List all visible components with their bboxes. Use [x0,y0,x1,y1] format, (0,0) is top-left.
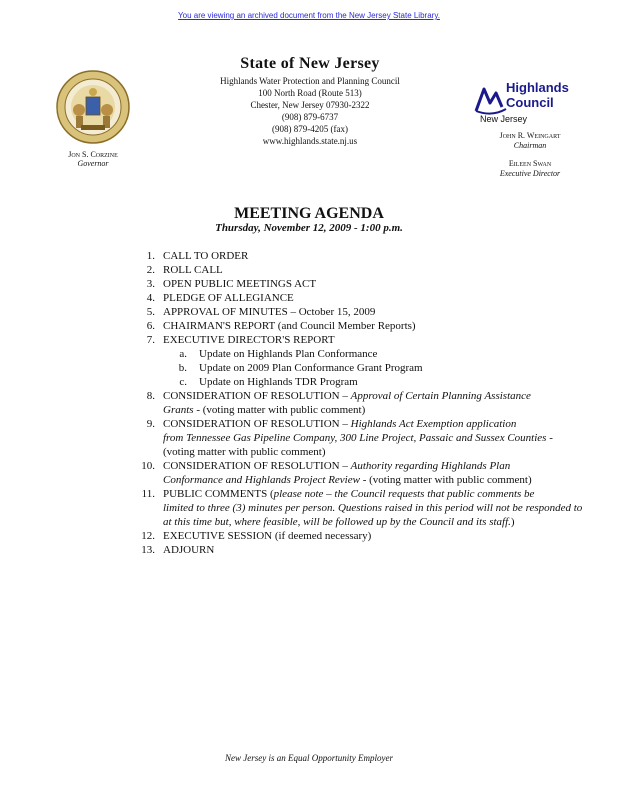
agenda-item-plain-text: - (voting matter with public comment) [193,404,366,416]
agenda-item-text [163,488,534,500]
website-link[interactable]: www.highlands.state.nj.us [262,136,358,146]
agenda-item-text [163,432,553,444]
highlands-council-logo-icon [472,77,582,117]
agenda-title: MEETING AGENDA [234,205,384,222]
agenda-item-text [163,516,515,528]
agenda-item-number: 3. [146,278,155,290]
footer-equal-opportunity: New Jersey is an Equal Opportunity Employer [225,753,393,763]
agenda-item-number: b. [178,362,187,374]
agenda-item-text [163,460,510,472]
phone-number: (908) 879-6737 [281,112,339,122]
agenda-item-plain-text: CONSIDERATION OF RESOLUTION – [163,418,351,430]
agenda-item-italic-text: Highlands Act Exemption application [350,418,517,430]
agenda-item-number: 7. [146,334,155,346]
address-line-2: 100 North Road (Route 513) [258,88,362,98]
agenda-item-italic-text: at this time but, where feasible, will be followed up by the Council and its staff. [163,516,511,528]
agenda-item-italic-text: Authority regarding Highlands Plan [350,460,511,472]
agenda-item-plain-text: CONSIDERATION OF RESOLUTION – [163,460,351,472]
agenda-item-plain-text: APPROVAL OF MINUTES – October 15, 2009 [163,306,376,318]
agenda-item-text [163,544,214,556]
agenda-item-plain-text: - [546,432,553,444]
director-name: Eileen Swan [508,159,552,168]
agenda-item-number: 6. [146,320,155,332]
agenda-item-text [163,404,365,416]
agenda-item-text [163,446,326,458]
chairman-name: John R. Weingart [499,131,561,140]
agenda-item-text [163,530,371,542]
agenda-item-plain-text: (voting matter with public comment) [163,446,326,458]
meeting-date: Thursday, November 12, 2009 - 1:00 p.m. [215,222,403,234]
agenda-item-text [163,250,248,262]
agenda-item-number: 10. [141,460,155,472]
director-title: Executive Director [499,169,561,178]
agenda-item-plain-text: PLEDGE OF ALLEGIANCE [163,292,294,304]
agenda-item-text [163,334,335,346]
agenda-item-plain-text: ADJOURN [163,544,215,556]
agenda-item-number: 8. [146,390,155,402]
agenda-item-italic-text: from Tennessee Gas Pipeline Company, 300 Line Project, Passaic and Sussex Counties [163,432,547,444]
agenda-item-plain-text: - (voting matter with public comment) [359,474,532,486]
agenda-item-text [163,278,316,290]
agenda-item-plain-text: CHAIRMAN'S REPORT (and Council Member Reports) [163,320,416,332]
agenda-item-text [163,418,516,430]
agenda-item-text [199,362,423,374]
address-line-1: Highlands Water Protection and Planning Council [220,76,400,86]
agenda-item-plain-text: EXECUTIVE SESSION (if deemed necessary) [163,530,372,542]
agenda-item-plain-text: Update on 2009 Plan Conformance Grant Program [199,362,423,374]
agenda-item-text [163,292,294,304]
agenda-item-number: 13. [141,544,155,556]
agenda-item-text [163,320,416,332]
agenda-item-text [163,264,223,276]
governor-name: Jon S. Corzine [68,150,118,159]
agenda-item-number: 1. [146,250,155,262]
agenda-item-number: a. [179,348,187,360]
agenda-item-italic-text: Grants [163,404,194,416]
agenda-item-number: 5. [146,306,155,318]
agenda-item-text [199,376,358,388]
agenda-item-number: 11. [141,488,155,500]
archive-banner-link[interactable]: You are viewing an archived document from the New Jersey State Library. [178,11,440,20]
agenda-item-plain-text: PUBLIC COMMENTS ( [163,488,274,500]
agenda-item-plain-text: CALL TO ORDER [163,250,249,262]
agenda-item-plain-text: OPEN PUBLIC MEETINGS ACT [163,278,317,290]
agenda-item-number: 2. [146,264,155,276]
agenda-item-text [163,306,375,318]
agenda-item-italic-text: please note – the Council requests that public comments be [273,488,535,500]
agenda-item-italic-text: Approval of Certain Planning Assistance [350,390,531,402]
state-seal-icon [56,70,130,144]
logo-word-highlands: Highlands [506,80,569,95]
agenda-item-plain-text: EXECUTIVE DIRECTOR'S REPORT [163,334,335,346]
agenda-item-number: 4. [146,292,155,304]
agenda-item-text [199,348,377,360]
agenda-item-number: 12. [141,530,155,542]
agenda-item-text [163,502,582,514]
agenda-item-plain-text: Update on Highlands TDR Program [199,376,358,388]
governor-title: Governor [77,159,109,168]
logo-word-council: Council [506,95,554,110]
agenda-item-plain-text: ) [510,516,515,528]
agenda-item-number: c. [179,376,187,388]
state-title: State of New Jersey [240,55,380,72]
agenda-item-italic-text: limited to three (3) minutes per person. Questions raised in this period will not be responded to [163,502,583,514]
address-line-3: Chester, New Jersey 07930-2322 [250,100,370,110]
agenda-item-plain-text: CONSIDERATION OF RESOLUTION – [163,390,351,402]
agenda-item-number: 9. [146,418,155,430]
agenda-item-text [163,390,531,402]
agenda-item-italic-text: Conformance and Highlands Project Review [163,474,360,486]
agenda-item-text [163,474,532,486]
agenda-item-plain-text: Update on Highlands Plan Conformance [199,348,378,360]
fax-number: (908) 879-4205 (fax) [272,124,348,134]
logo-state-name: New Jersey [480,114,528,124]
agenda-item-plain-text: ROLL CALL [163,264,223,276]
chairman-title: Chairman [513,141,547,150]
